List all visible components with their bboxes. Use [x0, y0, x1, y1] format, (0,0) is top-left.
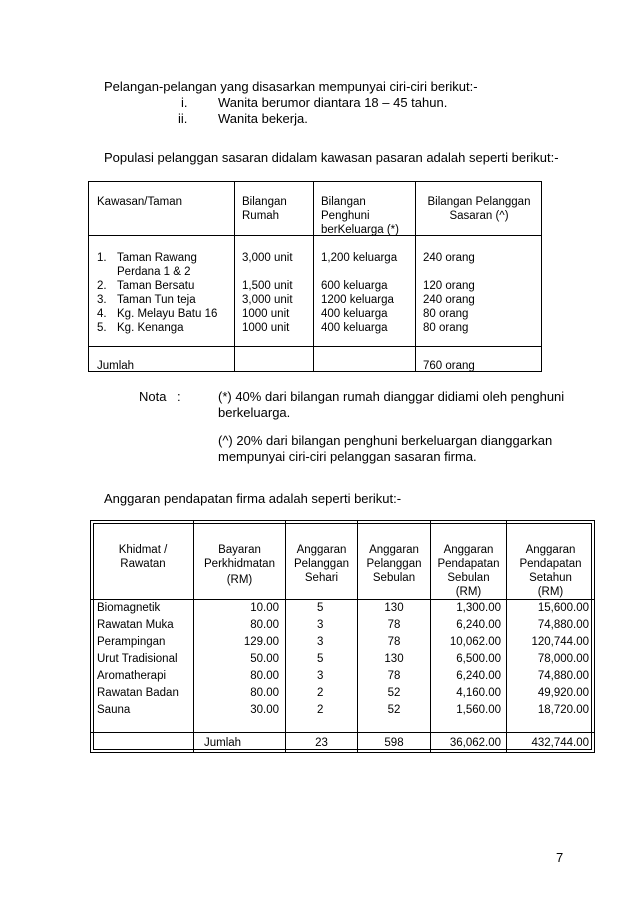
population-heading: Populasi pelanggan sasaran didalam kawasan pasaran adalah seperti berikut:- — [104, 150, 559, 165]
income-heading: Anggaran pendapatan firma adalah seperti berikut:- — [104, 491, 402, 506]
table2-header: Anggaran Pelanggan Sehari — [294, 544, 349, 584]
nota-colon: : — [177, 389, 181, 404]
table1-header: Bilangan Penghuni berKeluarga (*) — [321, 196, 399, 236]
table2-header: Bayaran Perkhidmatan (RM) — [204, 544, 275, 586]
nota-line: berkeluarga. — [218, 405, 291, 420]
table2-header: Anggaran Pendapatan Sebulan (RM) — [437, 544, 500, 598]
table2-total-revmonth: 36,062.00 — [449, 737, 501, 749]
table1-header: Bilangan Rumah — [242, 196, 287, 222]
page-number: 7 — [556, 850, 564, 865]
table1-total-label: Jumlah — [97, 360, 135, 372]
table1-total-value: 760 orang — [423, 360, 475, 372]
table2-total-label: Jumlah — [204, 737, 242, 749]
nota-line: (^) 20% dari bilangan penghuni berkeluargan dianggarkan — [218, 433, 553, 448]
intro-item-num: i. — [181, 95, 188, 110]
table1-header: Kawasan/Taman — [97, 196, 183, 208]
nota-label: Nota — [139, 389, 167, 404]
income-table — [90, 520, 595, 753]
table2-monthly-col: 130 78 78 130 78 52 52 — [384, 602, 404, 716]
table2-fee-col: 10.00 80.00 129.00 50.00 80.00 80.00 30.00 — [243, 602, 279, 716]
table2-total-revyear: 432,744.00 — [531, 737, 589, 749]
table2-total-monthly: 598 — [384, 737, 404, 749]
intro-item-text: Wanita berumor diantara 18 – 45 tahun. — [218, 95, 448, 110]
table2-header: Anggaran Pendapatan Setahun (RM) — [519, 544, 582, 598]
table2-header: Khidmat / Rawatan — [118, 544, 168, 570]
nota-line: mempunyai ciri-ciri pelanggan sasaran firma. — [218, 449, 477, 464]
table2-daily-col: 5 3 3 5 3 2 2 — [317, 602, 324, 716]
table2-revyear-col: 15,600.00 74,880.00 120,744.00 78,000.00 74,880.00 49,920.00 18,720.00 — [531, 602, 589, 716]
table1-rumah-cell: 3,000 unit 1,500 unit 3,000 unit 1000 unit 1000 unit — [242, 252, 293, 334]
table1-sasaran-cell: 240 orang 120 orang 240 orang 80 orang 80 orang — [423, 252, 475, 334]
table2-total-daily: 23 — [315, 737, 328, 749]
population-table — [88, 181, 542, 372]
intro-line: Pelangan-pelangan yang disasarkan mempunyai ciri-ciri berikut:- — [104, 79, 478, 94]
nota-line: (*) 40% dari bilangan rumah dianggar didiami oleh penghuni — [218, 389, 565, 404]
intro-item-num: ii. — [178, 111, 188, 126]
table2-header: Anggaran Pelanggan Sebulan — [366, 544, 422, 584]
table2-service-col: Biomagnetik Rawatan Muka Perampingan Urut Tradisional Aromatherapi Rawatan Badan Sauna — [97, 602, 179, 716]
intro-item-text: Wanita bekerja. — [218, 111, 308, 126]
table1-header: Bilangan Pelanggan Sasaran (^) — [427, 196, 531, 222]
table2-revmonth-col: 1,300.00 6,240.00 10,062.00 6,500.00 6,240.00 4,160.00 1,560.00 — [449, 602, 501, 716]
table1-penghuni-cell: 1,200 keluarga 600 keluarga 1200 keluarga 400 keluarga 400 keluarga — [321, 252, 398, 334]
table1-area-cell: 1. Taman Rawang Perdana 1 & 2 2. Taman Bersatu 3. Taman Tun teja 4. Kg. Melayu Batu 16 5. Kg. Kenanga — [97, 252, 218, 334]
